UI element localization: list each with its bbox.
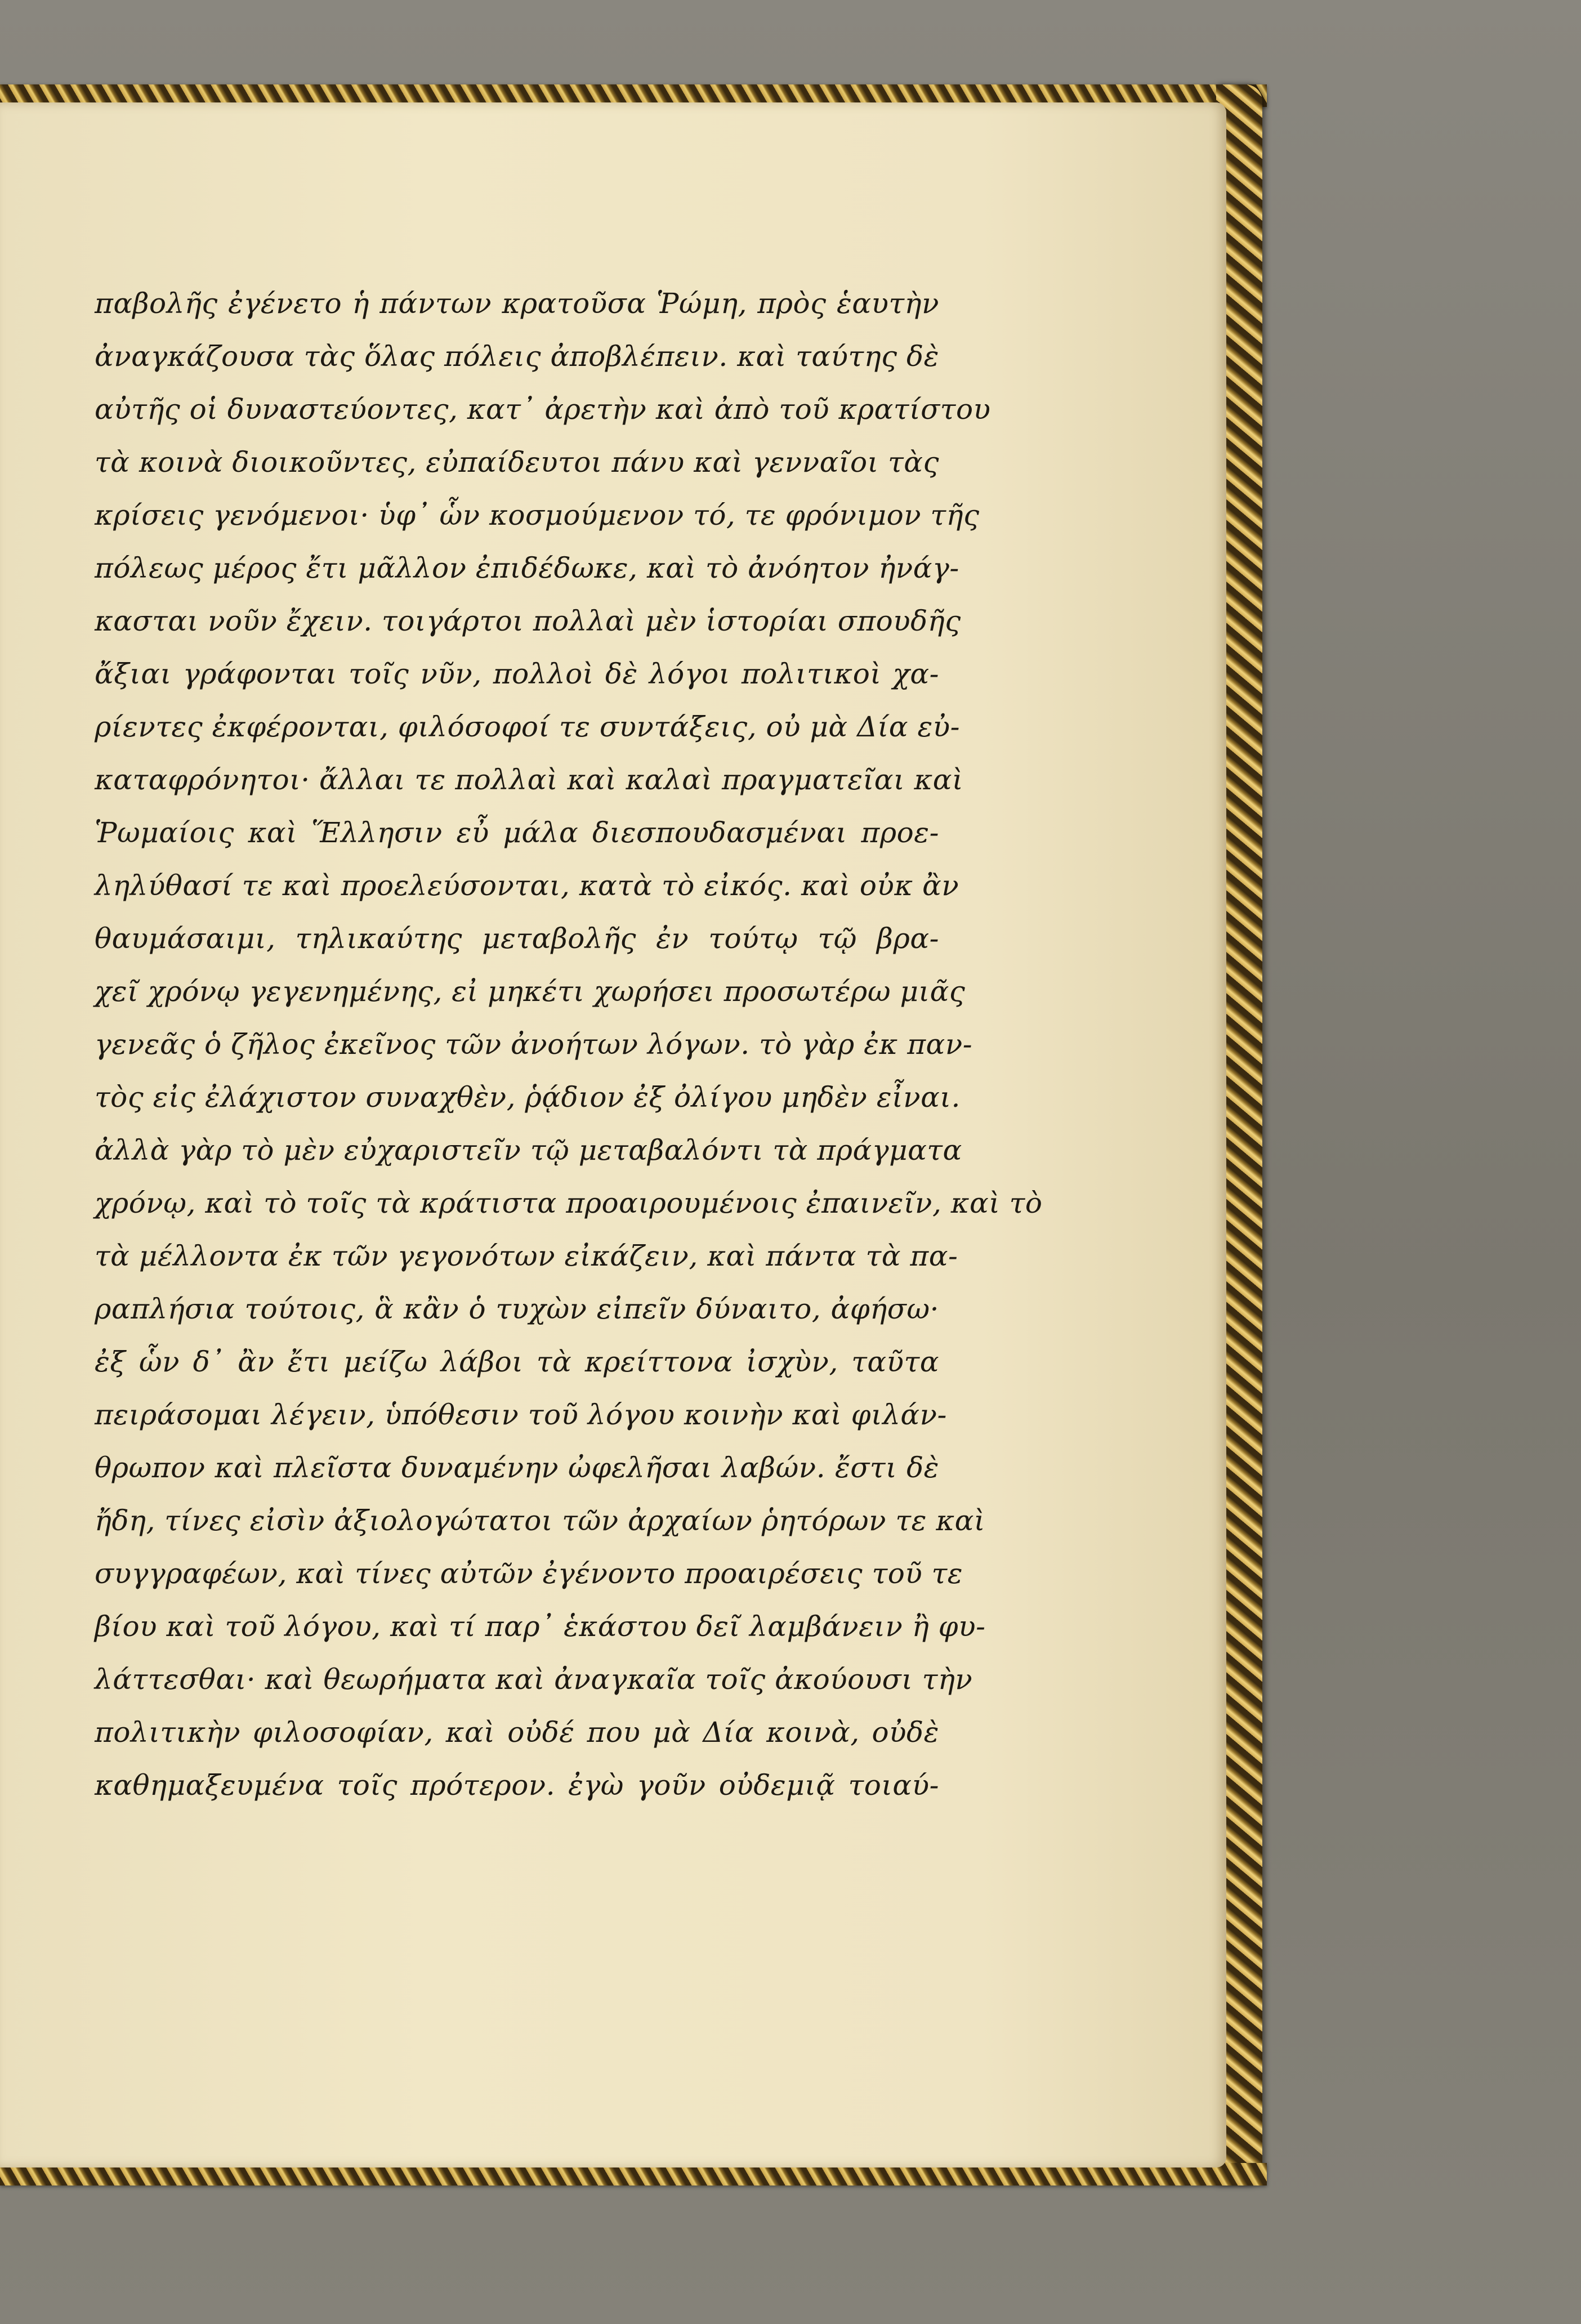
text-line: βίου καὶ τοῦ λόγου, καὶ τί παρ᾽ ἑκάστου δεῖ λαμβάνειν ἢ φυ- [95, 1610, 986, 1643]
text-line: αὐτῆς οἱ δυναστεύοντες, κατ᾽ ἀρετὴν καὶ ἀπὸ τοῦ κρατίστου [95, 393, 991, 426]
greek-text-block [95, 277, 1043, 1812]
text-line: ραπλήσια τούτοις, ἃ κἂν ὁ τυχὼν εἰπεῖν δύναιτο, ἀφήσω· [95, 1293, 939, 1325]
text-line: ἤδη, τίνες εἰσὶν ἀξιολογώτατοι τῶν ἀρχαίων ῥητόρων τε καὶ [95, 1504, 986, 1537]
text-line: κασται νοῦν ἔχειν. τοιγάρτοι πολλαὶ μὲν ἱστορίαι σπουδῆς [95, 605, 961, 637]
text-line: χρόνῳ, καὶ τὸ τοῖς τὰ κράτιστα προαιρουμένοις ἐπαινεῖν, καὶ τὸ [95, 1187, 1043, 1219]
text-line: πειράσομαι λέγειν, ὑπόθεσιν τοῦ λόγου κοινὴν καὶ φιλάν- [95, 1398, 947, 1431]
text-line: καταφρόνητοι· ἄλλαι τε πολλαὶ καὶ καλαὶ πραγματεῖαι καὶ [95, 763, 964, 796]
text-line: τὰ κοινὰ διοικοῦντες, εὐπαίδευτοι πάνυ καὶ γενναῖοι τὰς [95, 446, 940, 479]
text-line: ρίεντες ἐκφέρονται, φιλόσοφοί τε συντάξεις, οὐ μὰ Δία εὐ- [95, 710, 961, 743]
text-line: ἀλλὰ γὰρ τὸ μὲν εὐχαριστεῖν τῷ μεταβαλόντι τὰ πράγματα [95, 1134, 962, 1167]
text-line: χεῖ χρόνῳ γεγενημένης, εἰ μηκέτι χωρήσει προσωτέρω μιᾶς [95, 975, 966, 1008]
book-page [0, 102, 1226, 2167]
text-line: τὰ μέλλοντα ἐκ τῶν γεγονότων εἰκάζειν, καὶ πάντα τὰ πα- [95, 1240, 958, 1272]
text-line: ληλύθασί τε καὶ προελεύσονται, κατὰ τὸ εἰκός. καὶ οὐκ ἂν [95, 869, 959, 902]
text-line: γενεᾶς ὁ ζῆλος ἐκεῖνος τῶν ἀνοήτων λόγων. τὸ γὰρ ἐκ παν- [95, 1028, 973, 1061]
text-line: ἀναγκάζουσα τὰς ὅλας πόλεις ἀποβλέπειν. καὶ ταύτης δὲ [95, 340, 939, 373]
text-line: θρωπον καὶ πλεῖστα δυναμένην ὠφελῆσαι λαβών. ἔστι δὲ [95, 1451, 939, 1484]
text-line: παβολῆς ἐγένετο ἡ πάντων κρατοῦσα Ῥώμη, πρὸς ἑαυτὴν [95, 287, 939, 320]
text-line: καθημαξευμένα τοῖς πρότερον. ἐγὼ γοῦν οὐδεμιᾷ τοιαύ- [95, 1769, 939, 1802]
text-line: συγγραφέων, καὶ τίνες αὐτῶν ἐγένοντο προαιρέσεις τοῦ τε [95, 1557, 963, 1590]
text-line: λάττεσθαι· καὶ θεωρήματα καὶ ἀναγκαῖα τοῖς ἀκούουσι τὴν [95, 1663, 973, 1696]
text-line: πολιτικὴν φιλοσοφίαν, καὶ οὐδέ που μὰ Δία κοινὰ, οὐδὲ [95, 1716, 939, 1749]
text-line: κρίσεις γενόμενοι· ὑφ᾽ ὧν κοσμούμενον τό, τε φρόνιμον τῆς [95, 499, 980, 531]
text-line: ἐξ ὧν δ᾽ ἂν ἔτι μείζω λάβοι τὰ κρείττονα ἰσχὺν, ταῦτα [95, 1346, 939, 1378]
text-line: πόλεως μέρος ἔτι μᾶλλον ἐπιδέδωκε, καὶ τὸ ἀνόητον ἠνάγ- [95, 552, 959, 584]
text-line: ἄξιαι γράφονται τοῖς νῦν, πολλοὶ δὲ λόγοι πολιτικοὶ χα- [95, 658, 939, 690]
text-line: θαυμάσαιμι, τηλικαύτης μεταβολῆς ἐν τούτῳ τῷ βρα- [95, 922, 939, 955]
text-line: τὸς εἰς ἐλάχιστον συναχθὲν, ῥᾴδιον ἐξ ὀλίγου μηδὲν εἶναι. [95, 1081, 961, 1114]
text-line: Ῥωμαίοις καὶ Ἕλλησιν εὖ μάλα διεσπουδασμέναι προε- [95, 816, 939, 849]
